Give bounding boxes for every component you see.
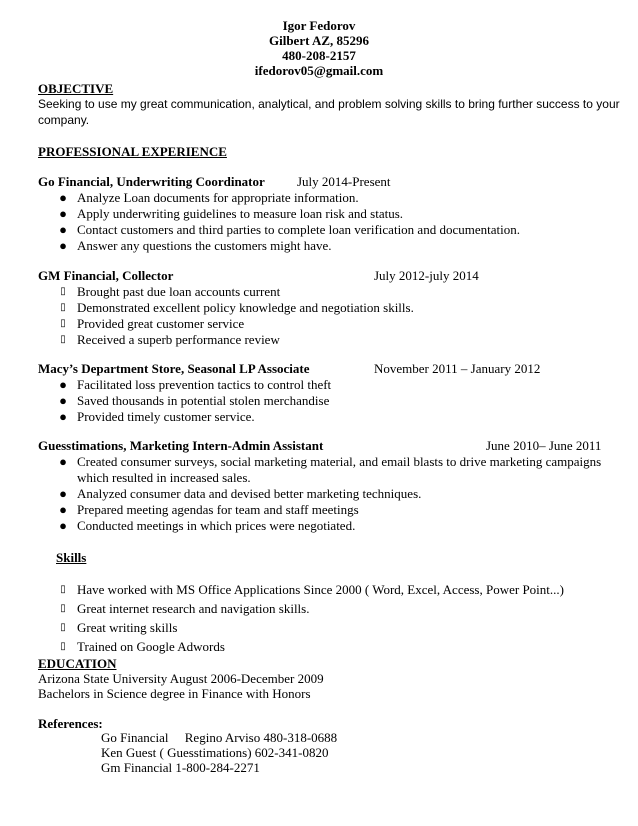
education-heading: EDUCATION <box>38 656 117 671</box>
job-title: Guesstimations, Marketing Intern-Admin Assistant <box>38 438 324 453</box>
reference-item: Ken Guest ( Guesstimations) 602-341-0820 <box>101 745 329 760</box>
job-bullet: Provided timely customer service. <box>77 409 255 424</box>
bullet-dot-icon: ● <box>59 238 67 253</box>
job-bullet: Brought past due loan accounts current <box>77 284 281 299</box>
job-bullet: Analyze Loan documents for appropriate information. <box>77 190 359 205</box>
skill-item: Great writing skills <box>77 620 178 635</box>
objective-text-line-2: company. <box>38 113 90 127</box>
applicant-name: Igor Fedorov <box>282 18 356 33</box>
bullet-dot-icon: ● <box>59 377 67 392</box>
job-bullet: Contact customers and third parties to complete loan verification and documentation. <box>77 222 520 237</box>
bullet-dot-icon: ● <box>59 486 67 501</box>
objective-heading: OBJECTIVE <box>38 81 114 96</box>
job-bullet: Apply underwriting guidelines to measure loan risk and status. <box>77 206 404 221</box>
job-dates: July 2014-Present <box>297 174 391 189</box>
skill-item: Trained on Google Adwords <box>77 639 225 654</box>
bullet-dot-icon: ● <box>59 518 67 533</box>
skill-item: Great internet research and navigation skills. <box>77 601 310 616</box>
bullet-box-icon: ▯ <box>60 622 66 633</box>
bullet-dot-icon: ● <box>59 454 67 469</box>
job-bullet: Prepared meeting agendas for team and staff meetings <box>77 502 359 517</box>
job-bullet: Analyzed consumer data and devised better marketing techniques. <box>77 486 422 501</box>
bullet-dot-icon: ● <box>59 222 67 237</box>
job-title: Go Financial, Underwriting Coordinator <box>38 174 265 189</box>
skills-heading: Skills <box>56 550 87 565</box>
applicant-address: Gilbert AZ, 85296 <box>268 33 370 48</box>
experience-heading: PROFESSIONAL EXPERIENCE <box>38 144 227 159</box>
bullet-box-icon: ▯ <box>60 334 66 345</box>
job-bullet: Answer any questions the customers might have. <box>77 238 332 253</box>
job-dates: June 2010– June 2011 <box>486 438 602 453</box>
bullet-box-icon: ▯ <box>60 641 66 652</box>
job-bullet: Received a superb performance review <box>77 332 280 347</box>
job-bullet: Provided great customer service <box>77 316 245 331</box>
job-bullet: Saved thousands in potential stolen merchandise <box>77 393 330 408</box>
job-bullet: Facilitated loss prevention tactics to control theft <box>77 377 332 392</box>
education-line-1: Arizona State University August 2006-December 2009 <box>38 671 324 686</box>
skill-item: Have worked with MS Office Applications Since 2000 ( Word, Excel, Access, Power Point...) <box>77 582 564 597</box>
job-bullet: Conducted meetings in which prices were negotiated. <box>77 518 356 533</box>
education-line-2: Bachelors in Science degree in Finance with Honors <box>38 686 311 701</box>
job-title: GM Financial, Collector <box>38 268 174 283</box>
bullet-dot-icon: ● <box>59 393 67 408</box>
job-bullet: Demonstrated excellent policy knowledge and negotiation skills. <box>77 300 414 315</box>
job-dates: July 2012-july 2014 <box>374 268 479 283</box>
bullet-box-icon: ▯ <box>60 302 66 313</box>
bullet-dot-icon: ● <box>59 206 67 221</box>
bullet-dot-icon: ● <box>59 190 67 205</box>
bullet-box-icon: ▯ <box>60 584 66 595</box>
bullet-box-icon: ▯ <box>60 603 66 614</box>
references-heading: References: <box>38 716 103 731</box>
job-bullet-continuation: which resulted in increased sales. <box>77 470 251 485</box>
job-bullet: Created consumer surveys, social marketing material, and email blasts to drive marketing campaigns <box>77 454 602 469</box>
applicant-phone: 480-208-2157 <box>282 48 356 63</box>
bullet-dot-icon: ● <box>59 409 67 424</box>
reference-item: Gm Financial 1-800-284-2271 <box>101 760 260 775</box>
objective-text-line-1: Seeking to use my great communication, analytical, and problem solving skills to bring further success to your <box>38 97 620 111</box>
job-dates: November 2011 – January 2012 <box>374 361 541 376</box>
bullet-dot-icon: ● <box>59 502 67 517</box>
bullet-box-icon: ▯ <box>60 318 66 329</box>
job-title: Macy’s Department Store, Seasonal LP Associate <box>38 361 310 376</box>
bullet-box-icon: ▯ <box>60 286 66 297</box>
reference-item: Go Financial Regino Arviso 480-318-0688 <box>101 730 338 745</box>
applicant-email: ifedorov05@gmail.com <box>254 63 384 78</box>
